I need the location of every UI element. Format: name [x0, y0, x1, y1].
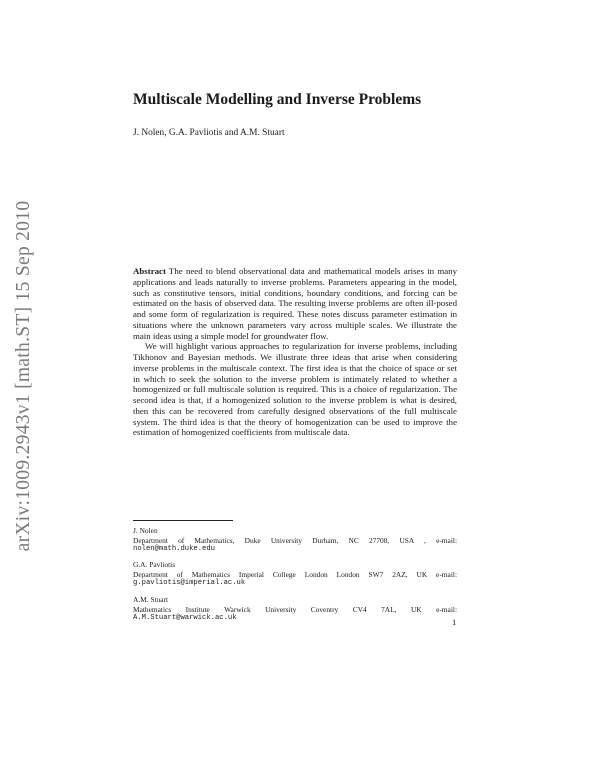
- abstract-paragraph-2: We will highlight various approaches to regularization for inverse problems, including Tikhonov and Bayesian methods. We illustrate three ideas that arise when considering inverse problems in the multiscale context. The first idea is that the choice of space or set in which to seek the solution to the inverse problem is intimately related to whether a homogenized or full multiscale solution is required. This is a choice of regularization. The second idea is that, if a homogenized solution to the inverse problem is what is desired, then this can be recovered from carefully designed observations of the full multiscale system. The third idea is that the theory of homogenization can be used to improve the estimation of homogenized coefficients from multiscale data.: [133, 341, 457, 438]
- affiliation-name: G.A. Pavliotis: [133, 560, 176, 569]
- abstract-paragraph-1-text: The need to blend observational data and mathematical models arises in many applications and leads naturally to inverse problems. Parameters appearing in the model, such as constitutive tensors, initial conditions, boundary conditions, and forcing can be estimated on the basis of observed data. The resulting inverse problems are often ill-posed and some form of regularization is required. These notes discuss parameter estimation in situations where the unknown parameters vary across multiple scales. We illustrate the main ideas using a simple model for groundwater flow.: [133, 266, 457, 341]
- abstract: [133, 266, 457, 438]
- author-list: J. Nolen, G.A. Pavliotis and A.M. Stuart: [133, 128, 285, 138]
- affiliation-nolen: [133, 526, 457, 555]
- footnote-divider: [133, 520, 233, 521]
- paper-title: Multiscale Modelling and Inverse Problems: [133, 91, 422, 108]
- affiliation-email: g.pavliotis@imperial.ac.uk: [133, 579, 246, 588]
- arxiv-identifier-text: arXiv:1009.2943v1 [math.ST] 15 Sep 2010: [13, 200, 34, 552]
- affiliation-address: Department of Mathematics Imperial College London London SW7 2AZ, UK e-mail:: [133, 569, 457, 579]
- abstract-label: Abstract: [133, 266, 166, 276]
- arxiv-identifier-stamp: [4, 180, 44, 572]
- affiliation-name: J. Nolen: [133, 526, 158, 535]
- affiliation-address: Mathematics Institute Warwick University Coventry CV4 7AL, UK e-mail:: [133, 604, 457, 614]
- affiliation-name: A.M. Stuart: [133, 595, 169, 604]
- affiliation-address: Department of Mathematics, Duke University Durham, NC 27708, USA , e-mail:: [133, 535, 457, 545]
- abstract-paragraph-1: [133, 266, 457, 341]
- affiliation-email: A.M.Stuart@warwick.ac.uk: [133, 614, 237, 623]
- page-number: 1: [452, 617, 457, 627]
- affiliation-pavliotis: [133, 560, 457, 589]
- affiliation-stuart: [133, 595, 457, 624]
- affiliation-email: nolen@math.duke.edu: [133, 545, 215, 554]
